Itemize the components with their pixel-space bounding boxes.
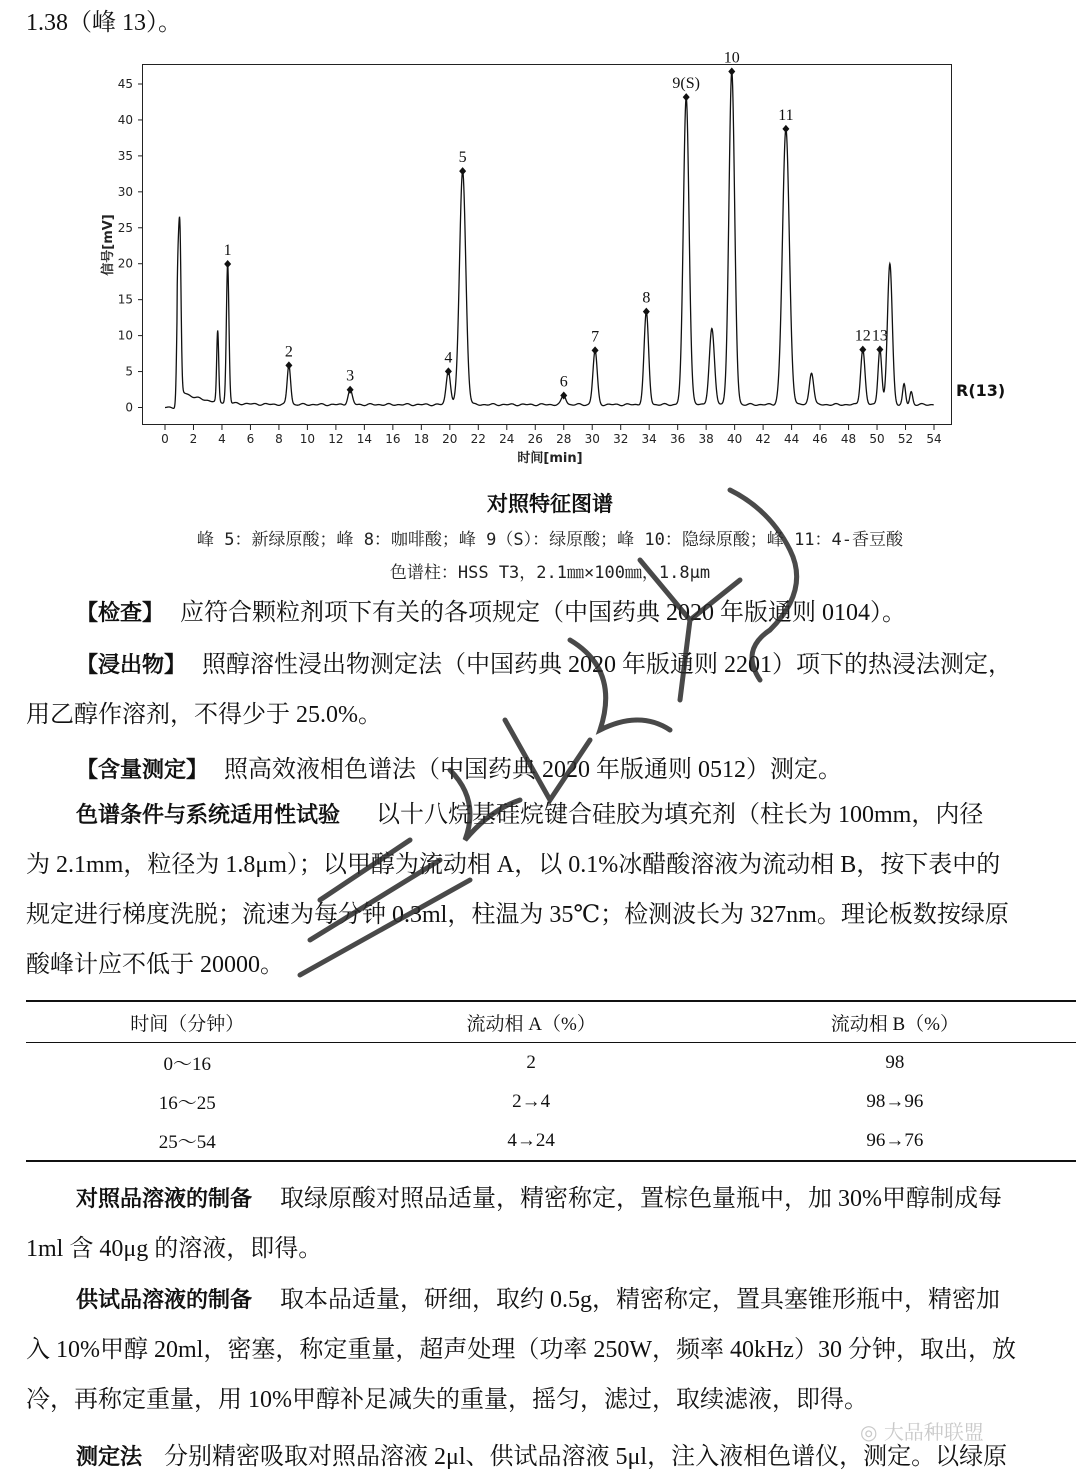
x-tick-label: 28 <box>556 432 572 446</box>
test-solution-text-1: 取本品适量，研细，取约 0.5g，精密称定，置具塞锥形瓶中，精密加 <box>280 1287 1001 1313</box>
y-tick-label: 45 <box>117 77 133 91</box>
assay-paragraph <box>76 755 1066 786</box>
y-tick-label: 5 <box>125 364 133 379</box>
peak-label: 12 <box>854 327 871 345</box>
logo-text: 大品种联盟 <box>883 1420 984 1444</box>
wechat-icon: ◎ <box>860 1420 878 1444</box>
check-text: 应符合颗粒剂项下有关的各项规定（中国药典 2020 年版通则 0104）。 <box>180 600 907 626</box>
peak-label: 1 <box>223 241 232 259</box>
cell-phase-a: 2 <box>526 1051 536 1073</box>
peak-marker <box>683 93 690 101</box>
x-tick-label: 4 <box>218 432 226 446</box>
x-tick-label: 16 <box>385 432 401 446</box>
x-tick-label: 36 <box>670 432 686 446</box>
x-tick-label: 12 <box>328 432 344 446</box>
reference-solution-label: 对照品溶液的制备 <box>76 1187 253 1212</box>
cell-time: 25～54 <box>26 1121 349 1161</box>
x-tick-label: 2 <box>189 432 198 446</box>
peak-label: 5 <box>458 149 467 167</box>
peak-marker <box>347 386 354 394</box>
test-solution-label: 供试品溶液的制备 <box>76 1288 253 1313</box>
extract-text-1: 照醇溶性浸出物测定法（中国药典 2020 年版通则 2201）项下的热浸法测定， <box>202 652 1013 678</box>
peak-marker <box>445 367 452 375</box>
test-solution-text-2: 入 10%甲醇 20ml，密塞，称定重量，超声处理（功率 250W，频率 40kHz）30 分钟，取出，放 <box>26 1337 1016 1363</box>
peak-marker <box>859 346 866 354</box>
peak-label: 3 <box>346 367 355 385</box>
peak-label: 10 <box>723 49 740 67</box>
figure-title: 对照特征图谱 <box>487 492 613 516</box>
extract-label: 【浸出物】 <box>76 653 187 678</box>
conditions-label: 色谱条件与系统适用性试验 <box>76 803 341 828</box>
y-tick-label: 30 <box>117 184 133 199</box>
conditions-text-3: 规定进行梯度洗脱；流速为每分钟 0.3ml，柱温为 35℃；检测波长为 327nm。理论板数按绿原 <box>26 902 1009 928</box>
peak-marker <box>643 308 650 316</box>
x-tick-label: 18 <box>413 432 429 446</box>
check-label: 【检查】 <box>76 601 165 626</box>
x-tick-label: 50 <box>869 432 885 446</box>
method-paragraph <box>76 1442 1066 1473</box>
figure-column-note: 色谱柱：HSS T3，2.1㎜×100㎜，1.8μm <box>389 563 711 583</box>
x-tick-label: 32 <box>613 432 629 446</box>
y-tick-label: 40 <box>117 112 133 127</box>
cell-phase-b: 96→76 <box>714 1121 1076 1161</box>
method-text: 分别精密吸取对照品溶液 2μl、供试品溶液 5μl，注入液相色谱仪，测定。以绿原 <box>164 1444 1008 1470</box>
peak-marker <box>728 67 735 75</box>
peak-label: 4 <box>444 349 453 367</box>
x-tick-label: 44 <box>783 432 800 446</box>
x-tick-label: 54 <box>926 432 942 446</box>
peak-marker <box>782 125 789 133</box>
x-tick-label: 34 <box>641 432 657 446</box>
x-axis-label: 时间[min] <box>517 451 583 466</box>
peak-label: 13 <box>871 327 888 345</box>
y-axis-label: 信号[mV] <box>101 214 116 276</box>
x-tick-label: 6 <box>246 432 255 446</box>
header-time: 时间（分钟） <box>26 1001 349 1043</box>
assay-text: 照高效液相色谱法（中国药典 2020 年版通则 0512）测定。 <box>224 757 843 783</box>
reference-solution-text-1: 取绿原酸对照品适量，精密称定，置棕色量瓶中，加 30%甲醇制成每 <box>280 1186 1003 1212</box>
conditions-paragraph-line1 <box>76 800 1066 831</box>
peak-label: 6 <box>559 373 568 391</box>
x-tick-label: 42 <box>755 432 771 446</box>
x-tick-label: 0 <box>161 432 169 446</box>
extract-paragraph-line1 <box>76 650 1066 681</box>
peak-label: 11 <box>778 106 794 124</box>
x-tick-label: 24 <box>499 432 515 446</box>
test-solution-text-3: 冷，再称定重量，用 10%甲醇补足减失的重量，摇匀，滤过，取续滤液，即得。 <box>26 1387 868 1413</box>
method-label: 测定法 <box>76 1445 143 1470</box>
peak-marker <box>224 260 231 268</box>
cell-phase-b: 98→96 <box>866 1090 924 1112</box>
y-tick-label: 0 <box>125 400 133 415</box>
top-line: 1.38（峰 13）。 <box>26 10 182 36</box>
y-tick-label: 15 <box>117 292 133 307</box>
table-row <box>26 1082 1076 1121</box>
assay-label: 【含量测定】 <box>76 758 209 783</box>
reference-solution-paragraph <box>76 1184 1066 1215</box>
table-row <box>26 1121 1076 1161</box>
peak-marker <box>459 167 466 175</box>
cell-phase-a: 4→24 <box>349 1121 714 1161</box>
test-solution-paragraph <box>76 1285 1066 1316</box>
y-tick-label: 25 <box>117 220 133 235</box>
peak-marker <box>876 345 883 353</box>
peak-label: 8 <box>642 289 651 307</box>
peak-label: 2 <box>284 343 293 361</box>
peak-marker <box>285 361 292 369</box>
peak-label: 7 <box>591 328 600 346</box>
conditions-text-4: 酸峰计应不低于 20000。 <box>26 952 284 978</box>
header-phase-a: 流动相 A（%） <box>349 1001 714 1043</box>
y-tick-label: 10 <box>117 328 133 343</box>
reference-solution-text-2: 1ml 含 40μg 的溶液，即得。 <box>26 1236 323 1262</box>
x-tick-label: 46 <box>812 432 828 446</box>
trace-label: R(13) <box>956 381 1006 400</box>
y-tick-label: 20 <box>117 256 133 271</box>
x-tick-label: 26 <box>527 432 543 446</box>
x-tick-label: 52 <box>897 432 914 446</box>
conditions-text-1: 以十八烷基硅烷键合硅胶为填充剂（柱长为 100mm，内径 <box>376 802 984 828</box>
header-phase-b: 流动相 B（%） <box>714 1001 1076 1043</box>
cell-phase-a: 2→4 <box>512 1090 551 1112</box>
chromatogram-trace <box>165 71 934 408</box>
x-tick-label: 38 <box>698 432 714 446</box>
peak-label: 9(S) <box>672 75 700 93</box>
cell-time: 0～16 <box>163 1054 212 1075</box>
table-row <box>26 1043 1076 1083</box>
cell-time: 16～25 <box>158 1093 216 1114</box>
chromatogram-chart <box>0 0 1080 480</box>
x-tick-label: 8 <box>275 432 283 446</box>
x-tick-label: 30 <box>584 432 600 446</box>
x-tick-label: 40 <box>726 432 743 446</box>
cell-phase-b: 98 <box>885 1051 905 1073</box>
x-tick-label: 20 <box>442 432 458 446</box>
x-tick-label: 14 <box>356 432 373 446</box>
conditions-text-2: 为 2.1mm，粒径为 1.8μm）；以甲醇为流动相 A，以 0.1%冰醋酸溶液为流动相 B，按下表中的 <box>26 852 1001 878</box>
figure-peaks-note: 峰 5：新绿原酸；峰 8：咖啡酸；峰 9（S）：绿原酸；峰 10：隐绿原酸；峰 11：4-香豆酸 <box>196 530 904 550</box>
brand-logo <box>860 1416 984 1445</box>
peak-marker <box>592 346 599 354</box>
x-tick-label: 10 <box>299 432 316 446</box>
gradient-table-header <box>26 1001 1076 1043</box>
x-tick-label: 48 <box>840 432 857 446</box>
gradient-table <box>26 1000 1076 1162</box>
check-paragraph <box>76 598 1066 629</box>
x-tick-label: 22 <box>470 432 486 446</box>
y-tick-label: 35 <box>117 148 133 163</box>
extract-text-2: 用乙醇作溶剂，不得少于 25.0%。 <box>26 702 382 728</box>
